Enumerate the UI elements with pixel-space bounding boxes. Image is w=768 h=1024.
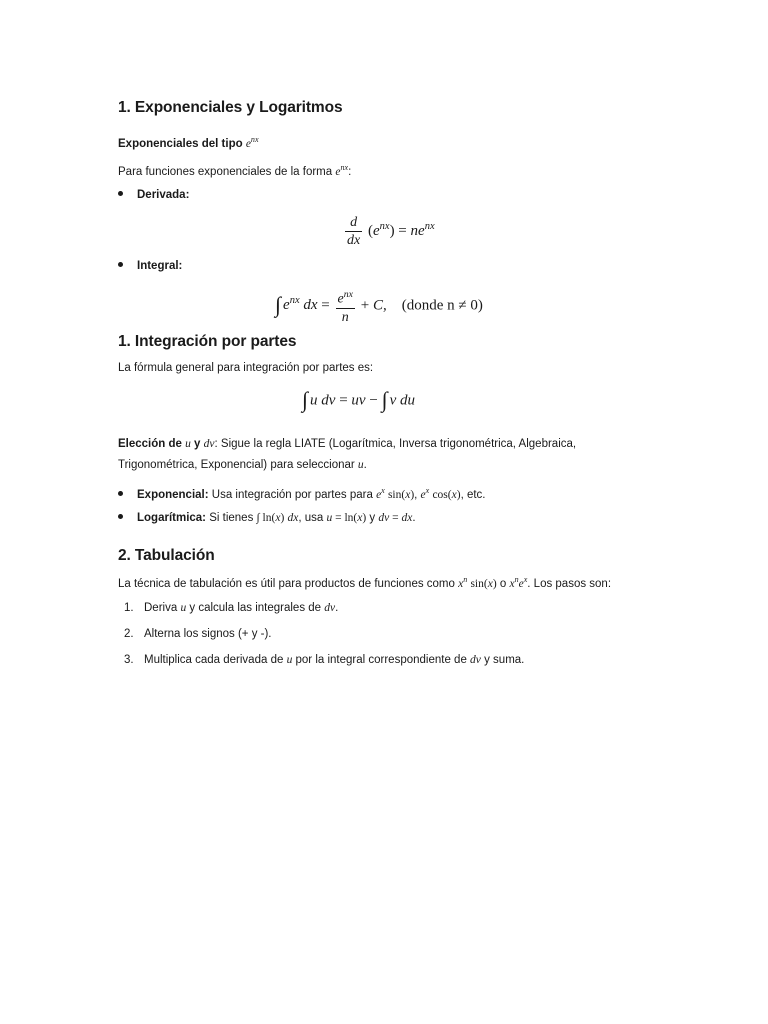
bullet-derivada (118, 189, 189, 201)
bullet-exponencial: Exponencial: Usa integración por partes para $e^x$ sin(x), $e^x$ cos(x), etc. (118, 486, 486, 501)
list-number: 3. (124, 654, 134, 666)
intro-exponenciales (118, 163, 351, 178)
step-text: Multiplica cada derivada de (144, 654, 287, 666)
choice-line-1: Elección de u y dv: Sigue la regla LIATE (Logarítmica, Inversa trigonométrica, Algebraica, (118, 438, 577, 450)
choice-line-2: Trigonométrica, Exponencial) para seleccionar u. (118, 459, 367, 471)
equation-condition: (donde n ≠ 0) (401, 297, 483, 314)
equation-integral-exp: ∫ $e^{nx}$ dx = $\frac{e^{nx}}{n}$ + C, (donde n ≠ 0) (275, 286, 483, 326)
bullet-log-mid: , usa (298, 512, 327, 524)
subtitle-exponenciales (118, 135, 259, 150)
step-text: Alterna los signos (+ y -). (144, 628, 272, 640)
list-item (124, 628, 272, 640)
intro-partes: La fórmula general para integración por partes es: (118, 362, 374, 374)
bullet-integral-label: Integral: (137, 260, 183, 272)
section-title-tabulacion: 2. Tabulación (118, 547, 215, 564)
bullet-exp-text: Usa integración por partes para (208, 488, 377, 501)
section-title-exponenciales: 1. Exponenciales y Logaritmos (118, 99, 343, 116)
bullet-exp-end: , etc. (460, 488, 486, 501)
bullet-logaritmica: Logarítmica: Si tienes ∫ ln(x) dx, usa u = ln(x) y dv = dx. (118, 512, 416, 524)
step-text: y calcula las integrales de (186, 602, 325, 614)
bullet-derivada-label: Derivada: (137, 189, 190, 201)
equation-derivative: $\frac{d}{dx}$ $(e^{nx}) = ne^{nx}$ (347, 215, 435, 248)
bullet-integral (118, 260, 182, 272)
choice-line2-text: Trigonométrica, Exponencial) para seleccionar (118, 459, 358, 471)
section-title-partes: 1. Integración por partes (118, 333, 297, 350)
bullet-dot (118, 514, 123, 519)
choice-label-b: y (190, 438, 204, 450)
equation-integration-by-parts: ∫ u dv = uv − ∫ v du (302, 387, 416, 412)
bullet-log-text: Si tienes (206, 512, 257, 524)
intro-tab-end: . Los pasos son: (527, 577, 612, 590)
intro-tab-o: o (496, 577, 510, 590)
intro-tabulacion: La técnica de tabulación es útil para productos de funciones como $x^n$ sin(x) o $x^ne^x$. Los pasos son: (118, 575, 612, 590)
bullet-dot (118, 191, 123, 196)
intro-tab-a: La técnica de tabulación es útil para productos de funciones como (118, 577, 459, 590)
bullet-dot (118, 262, 123, 267)
subtitle-math: $e^{nx}$ (245, 135, 259, 150)
subtitle-text: Exponenciales del tipo (118, 137, 246, 150)
step-text: por la integral correspondiente de (292, 654, 471, 666)
choice-label-a: Elección de (118, 438, 186, 450)
step-text: Deriva (144, 602, 181, 614)
bullet-log-y: y (366, 512, 379, 524)
intro-end: : (348, 165, 352, 178)
bullet-exp-label: Exponencial: (137, 488, 209, 501)
step-text: y suma. (480, 654, 525, 666)
intro-math: $e^{nx}$ (335, 163, 349, 178)
bullet-dot (118, 491, 123, 496)
list-item: 1. Deriva u y calcula las integrales de dv. (124, 602, 339, 614)
step-text: . (335, 602, 339, 614)
list-number: 2. (124, 628, 134, 640)
list-number: 1. (124, 602, 134, 614)
intro-text: Para funciones exponenciales de la forma (118, 165, 336, 178)
choice-rest: : Sigue la regla LIATE (Logarítmica, Inversa trigonométrica, Algebraica, (214, 438, 577, 450)
list-item: 3. Multiplica cada derivada de u por la integral correspondiente de dv y suma. (124, 654, 525, 666)
bullet-log-label: Logarítmica: (137, 512, 207, 524)
